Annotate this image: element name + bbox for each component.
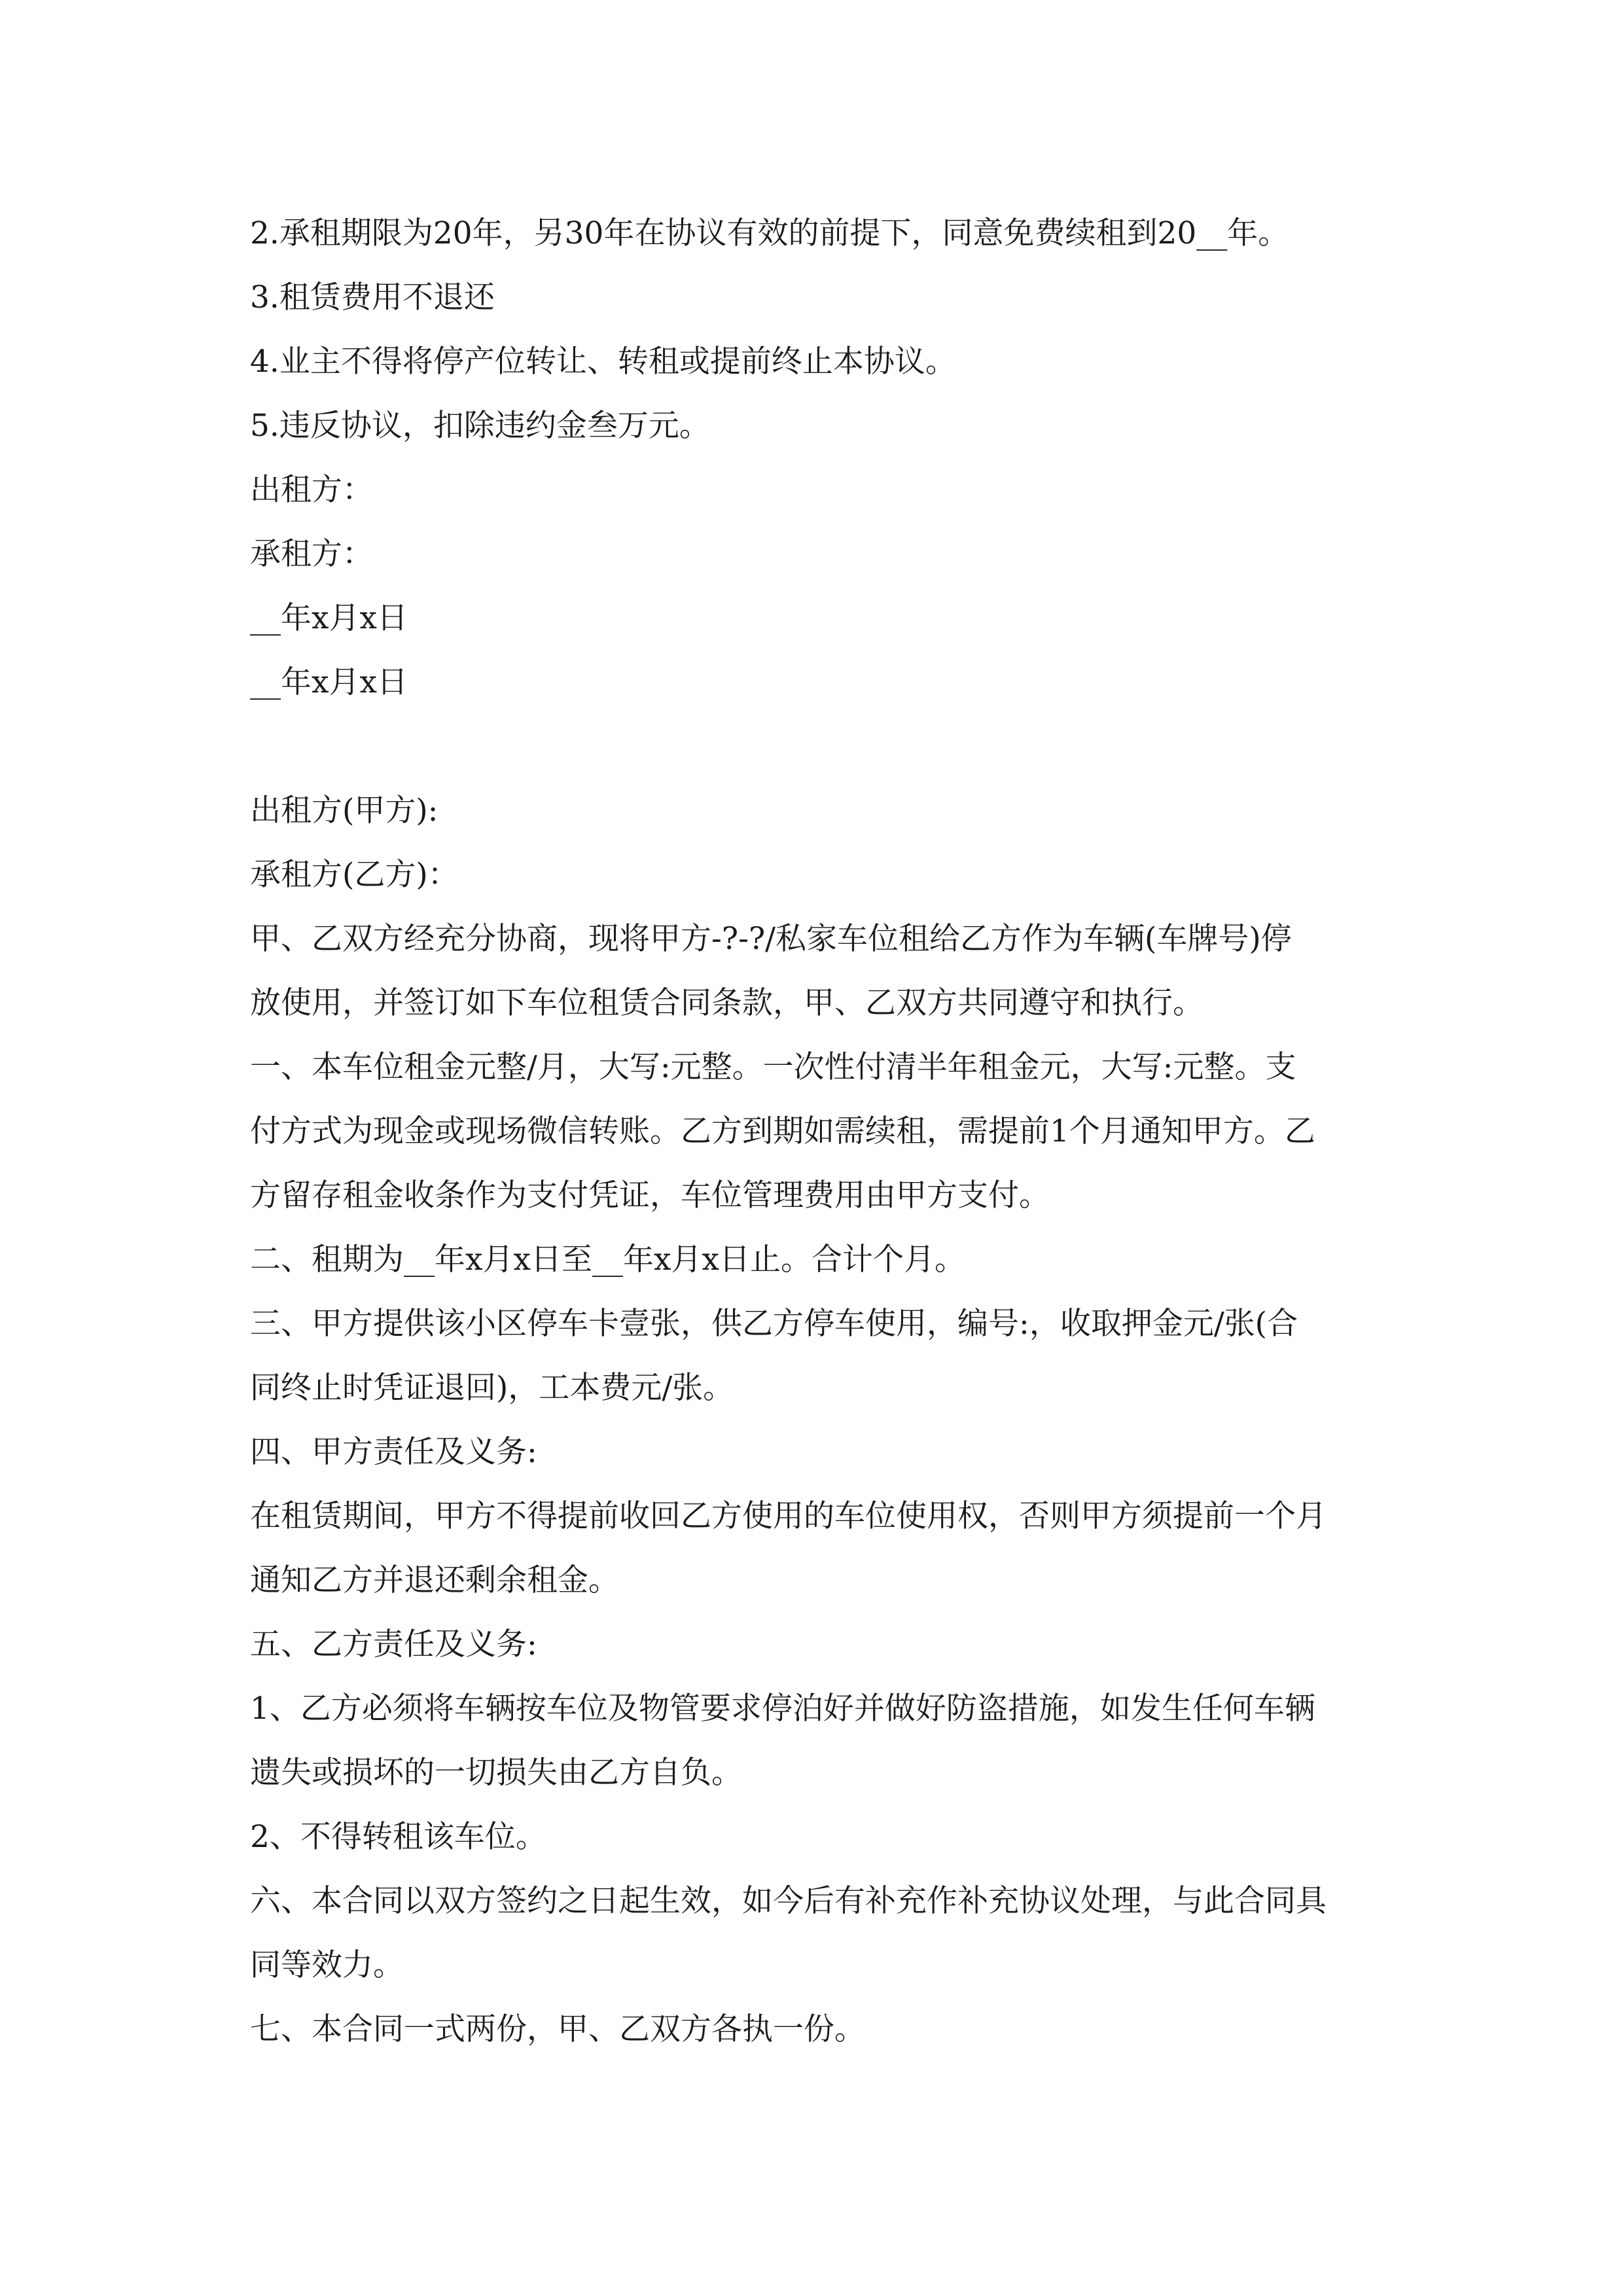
date-line: __年x月x日: [250, 600, 408, 636]
paragraph-line: 在租赁期间，甲方不得提前收回乙方使用的车位使用权，否则甲方须提前一个月: [250, 1498, 1327, 1534]
paragraph-line: 同终止时凭证退回)，工本费元/张。: [250, 1370, 734, 1406]
paragraph-line: 通知乙方并退还剩余租金。: [250, 1562, 619, 1598]
lessee-party-line: 承租方(乙方)：: [250, 857, 459, 893]
document-body: [250, 202, 1402, 2062]
lessor-signature-line: 出租方：: [250, 472, 373, 508]
paragraph-line: 付方式为现金或现场微信转账。乙方到期如需续租，需提前1个月通知甲方。乙: [250, 1113, 1315, 1149]
paragraph-line: 一、本车位租金元整/月，大写:元整。一次性付清半年租金元，大写:元整。支: [250, 1049, 1296, 1085]
lessor-party-line: 出租方(甲方):: [250, 793, 438, 829]
paragraph-line: 同等效力。: [250, 1947, 404, 1983]
clause-line: 3.租赁费用不退还: [250, 279, 495, 315]
clause-line: 4.业主不得将停产位转让、转租或提前终止本协议。: [250, 344, 956, 380]
date-line: __年x月x日: [250, 664, 408, 700]
clause-line: 2.承租期限为20年，另30年在协议有效的前提下，同意免费续租到20__年。: [250, 215, 1289, 251]
section-heading: 四、甲方责任及义务:: [250, 1434, 537, 1470]
paragraph-line: 二、租期为__年x月x日至__年x月x日止。合计个月。: [250, 1242, 966, 1278]
paragraph-line: 七、本合同一式两份，甲、乙双方各执一份。: [250, 2011, 865, 2047]
paragraph-line: 遗失或损坏的一切损失由乙方自负。: [250, 1755, 742, 1791]
paragraph-line: 方留存租金收条作为支付凭证，车位管理费用由甲方支付。: [250, 1177, 1050, 1213]
lessee-signature-line: 承租方：: [250, 536, 373, 572]
paragraph-line: 放使用，并签订如下车位租赁合同条款，甲、乙双方共同遵守和执行。: [250, 985, 1204, 1021]
paragraph-line: 三、甲方提供该小区停车卡壹张，供乙方停车使用，编号:，收取押金元/张(合: [250, 1306, 1298, 1342]
paragraph-line: 六、本合同以双方签约之日起生效，如今后有补充作补充协议处理，与此合同具: [250, 1883, 1327, 1919]
clause-line: 5.违反协议，扣除违约金叁万元。: [250, 408, 710, 444]
paragraph-line: 甲、乙双方经充分协商，现将甲方-?-?/私家车位租给乙方作为车辆(车牌号)停: [250, 921, 1292, 957]
paragraph-line: 2、不得转租该车位。: [250, 1819, 546, 1855]
section-heading: 五、乙方责任及义务:: [250, 1626, 537, 1662]
section-divider-space: [250, 715, 1402, 779]
paragraph-line: 1、乙方必须将车辆按车位及物管要求停泊好并做好防盗措施，如发生任何车辆: [250, 1691, 1315, 1727]
